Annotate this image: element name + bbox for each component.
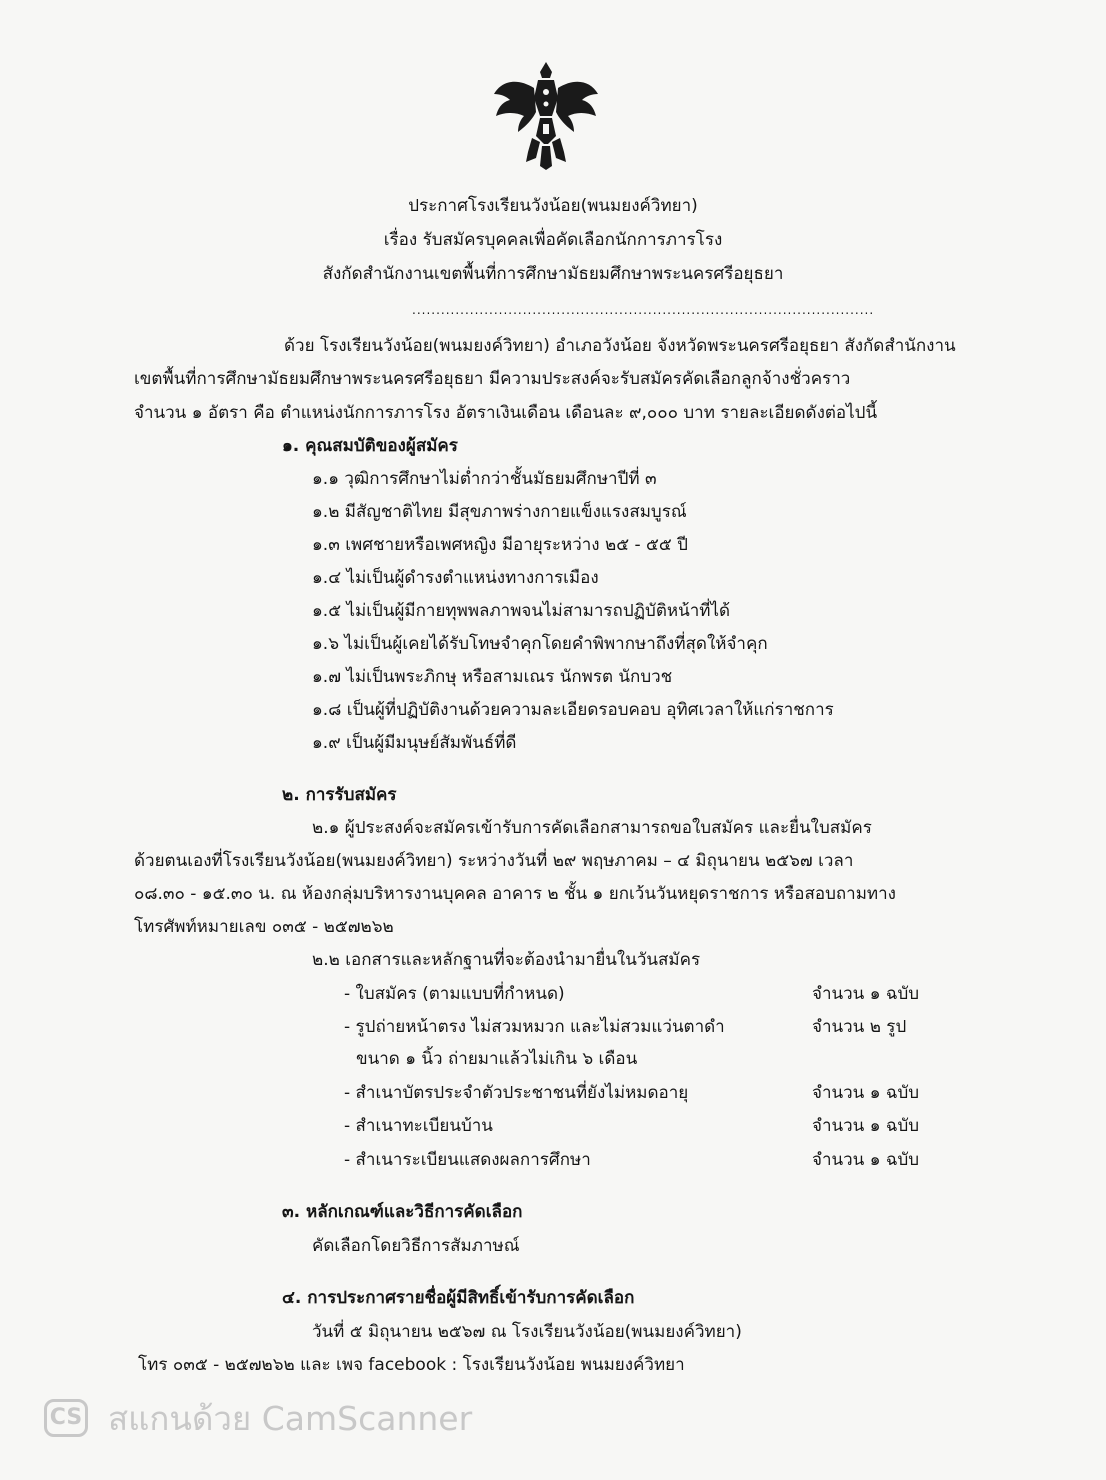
documents-title: ๒.๒ เอกสารและหลักฐานที่จะต้องนำมายื่นในวันสมัคร — [312, 950, 701, 970]
qualification-item: ๑.๔ ไม่เป็นผู้ดำรงตำแหน่งทางการเมือง — [312, 568, 599, 588]
document-quantity: จำนวน ๑ ฉบับ — [812, 1116, 920, 1136]
document-item: - สำเนาบัตรประจำตัวประชาชนที่ยังไม่หมดอายุ — [344, 1083, 689, 1103]
heading-separator: ................................................................................................ — [412, 303, 875, 317]
qualification-item: ๑.๑ วุฒิการศึกษาไม่ต่ำกว่าชั้นมัธยมศึกษาปีที่ ๓ — [312, 469, 657, 489]
intro-line-1: ด้วย โรงเรียนวังน้อย(พนมยงค์วิทยา) อำเภอวังน้อย จังหวัดพระนครศรีอยุธยา สังกัดสำนักงาน — [284, 336, 956, 356]
garuda-emblem-graphic — [488, 58, 604, 170]
application-line-4: โทรศัพท์หมายเลข ๐๓๕ - ๒๕๗๒๖๒ — [134, 917, 394, 937]
announcement-heading: ประกาศโรงเรียนวังน้อย(พนมยงค์วิทยา) — [408, 196, 698, 216]
selection-method: คัดเลือกโดยวิธีการสัมภาษณ์ — [312, 1236, 520, 1256]
section-1-title: ๑. คุณสมบัติของผู้สมัคร — [282, 436, 458, 456]
announcement-subject: เรื่อง รับสมัครบุคคลเพื่อคัดเลือกนักการภารโรง — [383, 230, 723, 250]
camscanner-logo: CS — [44, 1399, 88, 1437]
qualification-item: ๑.๘ เป็นผู้ที่ปฏิบัติงานด้วยความละเอียดรอบคอบ อุทิศเวลาให้แก่ราชการ — [312, 700, 834, 720]
document-item: - รูปถ่ายหน้าตรง ไม่สวมหมวก และไม่สวมแว่นตาดำ — [344, 1017, 725, 1037]
qualification-item: ๑.๕ ไม่เป็นผู้มีกายทุพพลภาพจนไม่สามารถปฏิบัติหน้าที่ได้ — [312, 601, 731, 621]
application-line-3: ๐๘.๓๐ - ๑๕.๓๐ น. ณ ห้องกลุ่มบริหารงานบุคคล อาคาร ๒ ชั้น ๑ ยกเว้นวันหยุดราชการ หรือสอบถามทาง — [134, 884, 896, 904]
document-item: - ใบสมัคร (ตามแบบที่กำหนด) — [344, 984, 565, 1004]
announcement-date: วันที่ ๕ มิถุนายน ๒๕๖๗ ณ โรงเรียนวังน้อย(พนมยงค์วิทยา) — [312, 1322, 742, 1342]
document-item-continued: ขนาด ๑ นิ้ว ถ่ายมาแล้วไม่เกิน ๖ เดือน — [356, 1049, 638, 1069]
document-quantity: จำนวน ๑ ฉบับ — [812, 984, 920, 1004]
garuda-emblem — [488, 58, 604, 170]
section-3-title: ๓. หลักเกณฑ์และวิธีการคัดเลือก — [282, 1202, 523, 1222]
intro-line-2: เขตพื้นที่การศึกษามัธยมศึกษาพระนครศรีอยุธยา มีความประสงค์จะรับสมัครคัดเลือกลูกจ้างชั่วคราว — [134, 369, 851, 389]
camscanner-watermark: สแกนด้วย CamScanner — [108, 1399, 473, 1438]
intro-line-3: จำนวน ๑ อัตรา คือ ตำแหน่งนักการภารโรง อัตราเงินเดือน เดือนละ ๙,๐๐๐ บาท รายละเอียดดังต่อไปนี้ — [134, 403, 878, 423]
qualification-item: ๑.๗ ไม่เป็นพระภิกษุ หรือสามเณร นักพรต นักบวช — [312, 667, 673, 687]
section-4-title: ๔. การประกาศรายชื่อผู้มีสิทธิ์เข้ารับการคัดเลือก — [282, 1288, 635, 1308]
announcement-affiliation: สังกัดสำนักงานเขตพื้นที่การศึกษามัธยมศึกษาพระนครศรีอยุธยา — [322, 264, 784, 284]
application-line-1: ๒.๑ ผู้ประสงค์จะสมัครเข้ารับการคัดเลือกสามารถขอใบสมัคร และยื่นใบสมัคร — [312, 818, 872, 838]
document-quantity: จำนวน ๑ ฉบับ — [812, 1083, 920, 1103]
qualification-item: ๑.๙ เป็นผู้มีมนุษย์สัมพันธ์ที่ดี — [312, 733, 517, 753]
document-item: - สำเนาระเบียนแสดงผลการศึกษา — [344, 1150, 591, 1170]
contact-info: โทร ๐๓๕ - ๒๕๗๒๖๒ และ เพจ facebook : โรงเรียนวังน้อย พนมยงค์วิทยา — [138, 1355, 685, 1375]
document-quantity: จำนวน ๒ รูป — [812, 1017, 907, 1037]
document-quantity: จำนวน ๑ ฉบับ — [812, 1150, 920, 1170]
document-item: - สำเนาทะเบียนบ้าน — [344, 1116, 493, 1136]
qualification-item: ๑.๒ มีสัญชาติไทย มีสุขภาพร่างกายแข็งแรงสมบูรณ์ — [312, 502, 687, 522]
section-2-title: ๒. การรับสมัคร — [282, 785, 397, 805]
qualification-item: ๑.๓ เพศชายหรือเพศหญิง มีอายุระหว่าง ๒๕ - ๕๕ ปี — [312, 535, 688, 555]
qualification-item: ๑.๖ ไม่เป็นผู้เคยได้รับโทษจำคุกโดยคำพิพากษาถึงที่สุดให้จำคุก — [312, 634, 768, 654]
application-line-2: ด้วยตนเองที่โรงเรียนวังน้อย(พนมยงค์วิทยา) ระหว่างวันที่ ๒๙ พฤษภาคม – ๔ มิถุนายน ๒๕๖๗ เวลา — [134, 851, 854, 871]
